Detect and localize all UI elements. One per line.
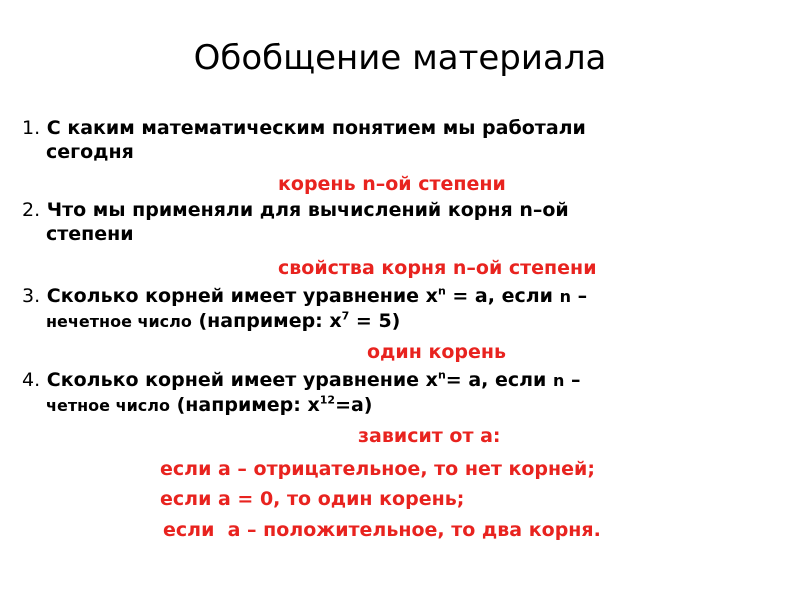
question-1-line2: сегодня [46, 141, 134, 163]
question-3-text-c: – [570, 285, 588, 307]
question-2 [22, 198, 762, 246]
question-2-number: 2. [22, 199, 41, 221]
question-3-parity: нечетное число [46, 312, 192, 331]
question-3-exponent: n [437, 284, 446, 298]
question-3-number: 3. [22, 285, 41, 307]
question-4-example-b: =a) [335, 394, 373, 416]
answer-4-case-negative: если а – отрицательное, то нет корней; [160, 458, 595, 480]
question-3-n: n [559, 287, 571, 306]
answer-4-case-positive: если а – положительное, то два корня. [163, 519, 601, 541]
question-4-number: 4. [22, 369, 41, 391]
question-1-number: 1. [22, 117, 41, 139]
answer-4: зависит от а: [358, 425, 501, 447]
slide-title: Обобщение материала [193, 38, 607, 78]
question-4-exponent: n [437, 368, 446, 382]
question-3-text-a: Сколько корней имеет уравнение x [46, 285, 438, 307]
question-1-line1: С каким математическим понятием мы работали [46, 117, 586, 139]
question-3-example-b: = 5) [349, 310, 401, 332]
question-3 [22, 284, 762, 334]
question-3-example-exponent: 7 [341, 309, 350, 323]
question-4-text-a: Сколько корней имеет уравнение x [46, 369, 438, 391]
answer-4-case-zero: если а = 0, то один корень; [160, 488, 465, 510]
answer-1: корень n–ой степени [278, 173, 506, 195]
question-4-parity: четное число [46, 396, 170, 415]
question-3-example-a: (например: x [191, 310, 342, 332]
question-4-text-b: = a, если [445, 369, 553, 391]
question-4-text-c: – [564, 369, 581, 391]
answer-2: свойства корня n–ой степени [278, 257, 597, 279]
answer-3: один корень [367, 341, 507, 363]
question-3-text-b: = a, если [445, 285, 560, 307]
question-4-example-a: (например: x [169, 394, 320, 416]
question-4 [22, 368, 762, 418]
question-4-n: n [552, 371, 565, 390]
question-4-example-exponent: 12 [319, 393, 336, 407]
question-1 [22, 116, 762, 164]
question-2-line2: степени [46, 223, 134, 245]
question-2-line1: Что мы применяли для вычислений корня n–ой [46, 199, 569, 221]
